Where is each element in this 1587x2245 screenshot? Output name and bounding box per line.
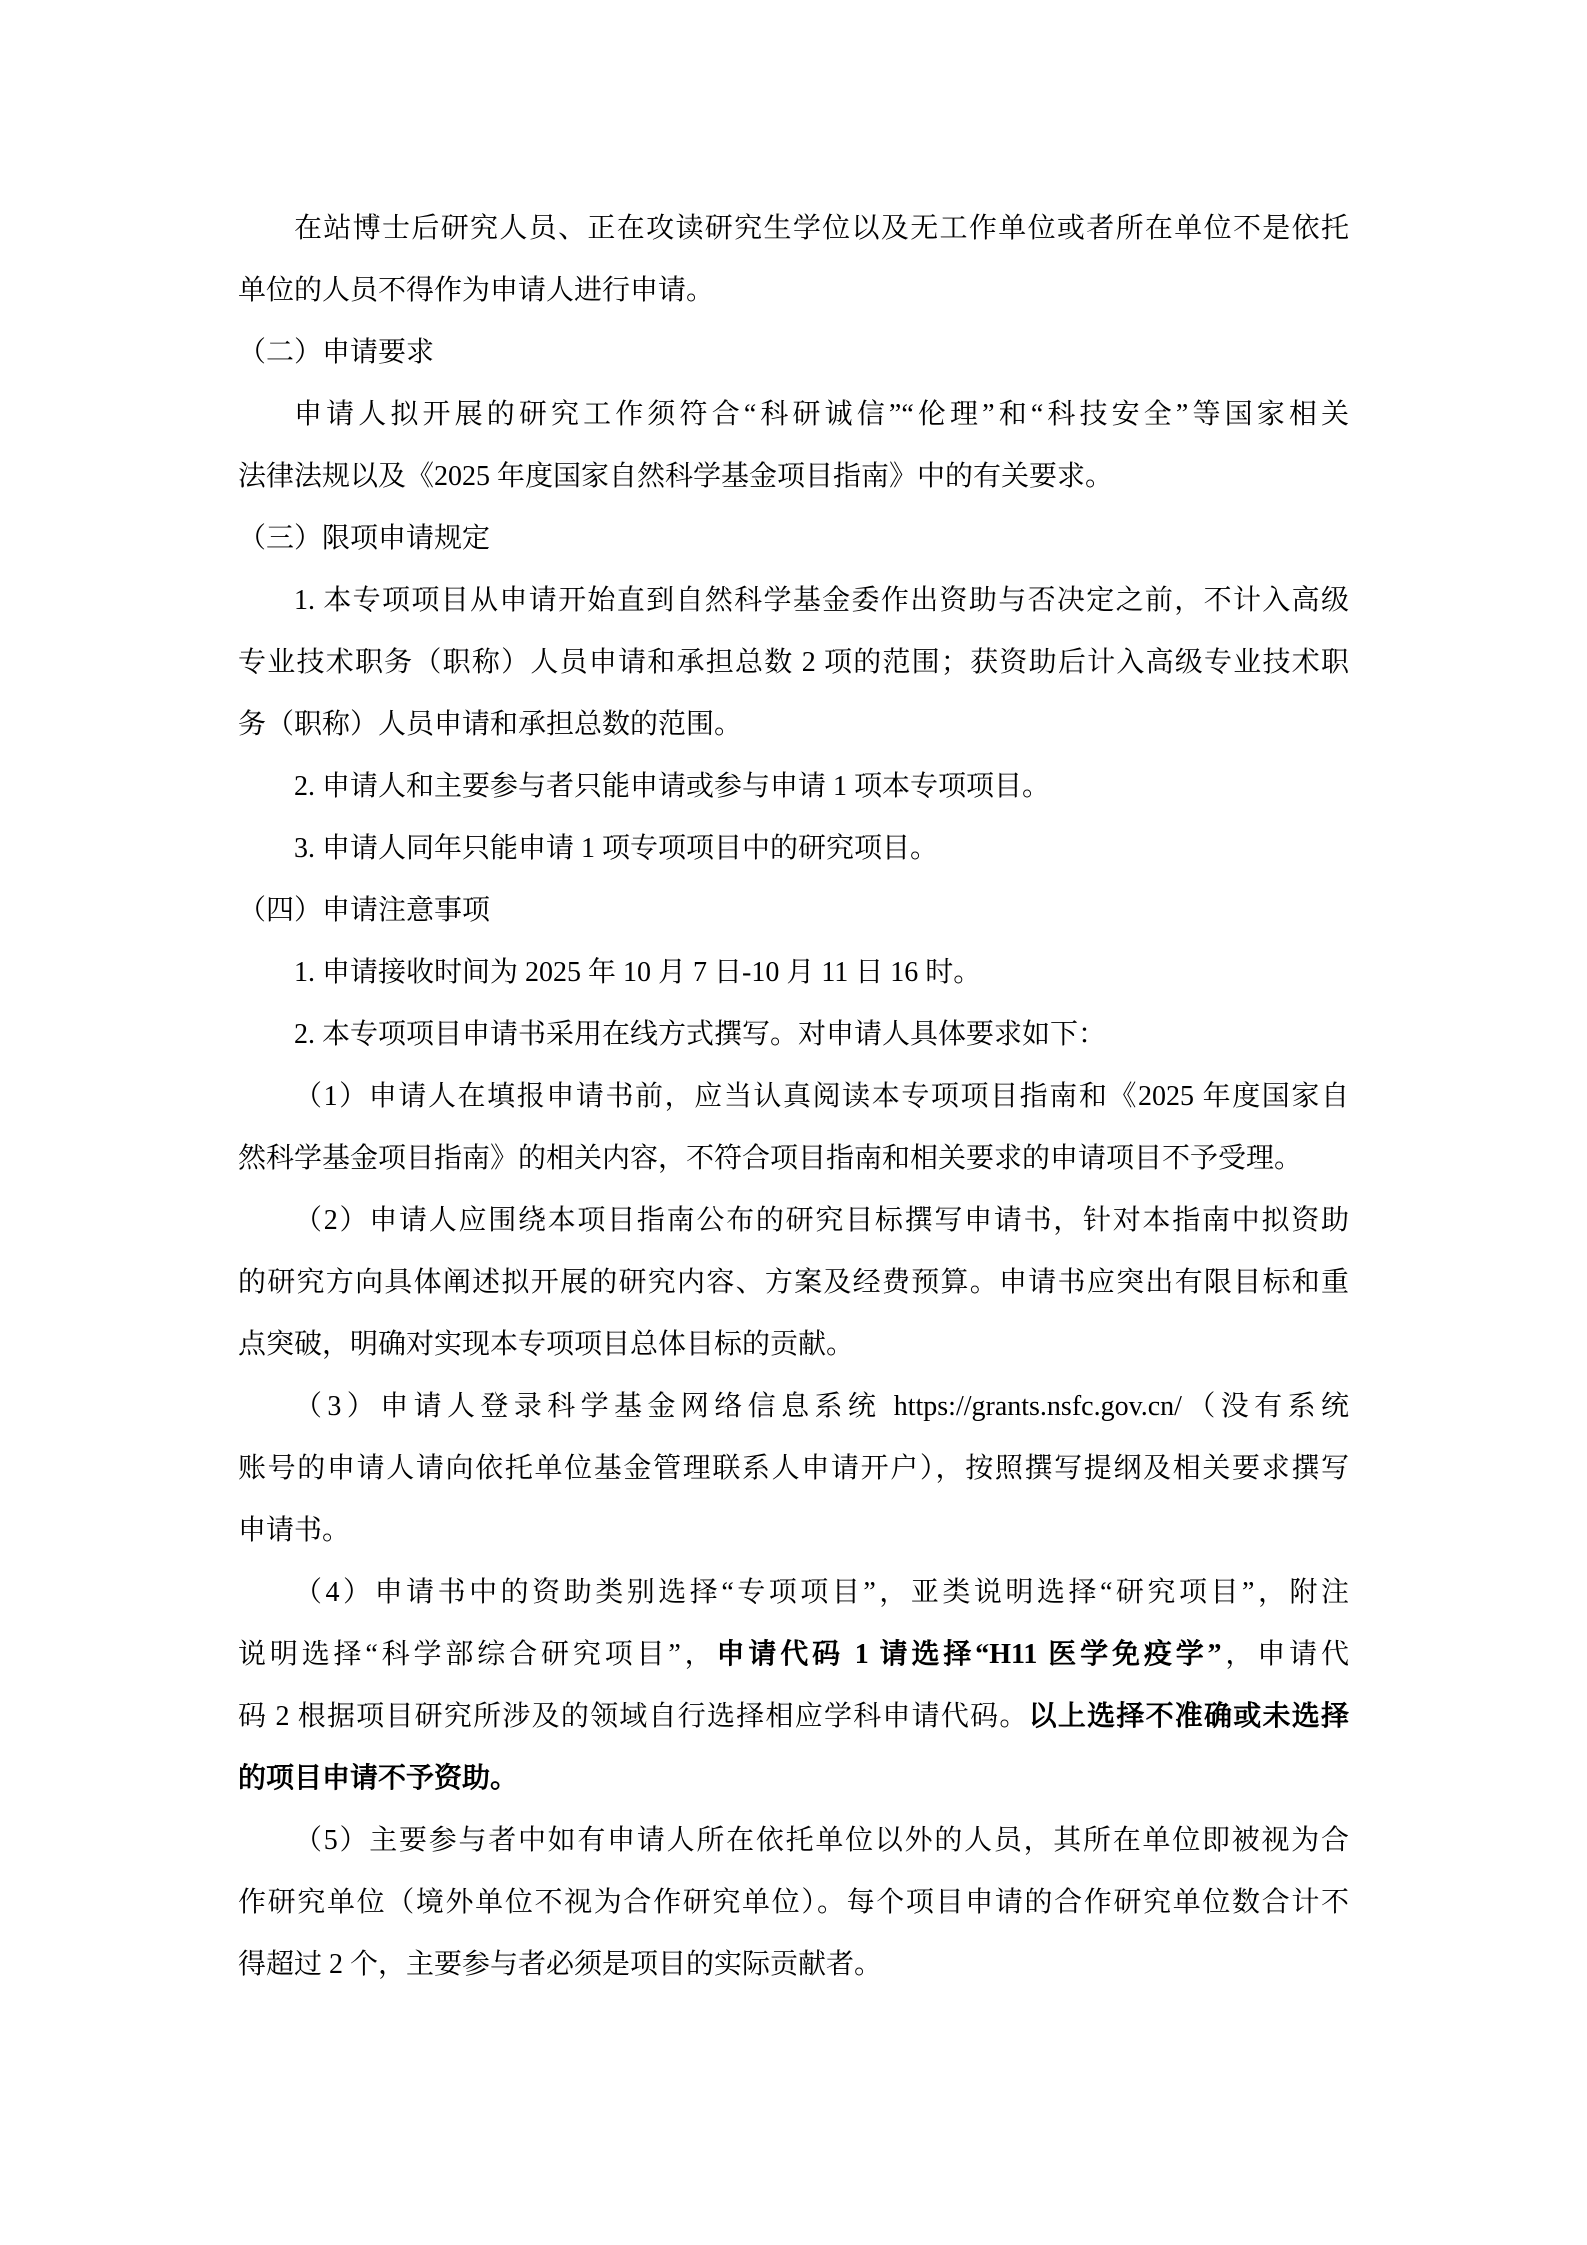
text-segment: 2. 申请人和主要参与者只能申请或参与申请 1 项本专项项目。	[294, 771, 1051, 802]
text-line	[238, 1128, 1349, 1190]
text-segment: （三）限项申请规定	[238, 523, 491, 554]
text-segment: （1）申请人在填报申请书前，应当认真阅读本专项项目指南和《2025 年度国家自	[294, 1081, 1349, 1112]
text-line	[238, 880, 1349, 942]
text-segment: （4）申请书中的资助类别选择“专项项目”，亚类说明选择“研究项目”，附注	[294, 1577, 1349, 1608]
text-segment: （四）申请注意事项	[238, 895, 491, 926]
bold-text-segment: 的项目申请不予资助。	[238, 1763, 519, 1794]
text-segment: 账号的申请人请向依托单位基金管理联系人申请开户），按照撰写提纲及相关要求撰写	[238, 1453, 1349, 1484]
text-segment: 在站博士后研究人员、正在攻读研究生学位以及无工作单位或者所在单位不是依托	[294, 213, 1349, 244]
bold-text-segment: 申请代码 1 请选择“H11 医学免疫学”	[716, 1639, 1222, 1670]
text-line	[238, 1376, 1349, 1438]
text-segment: 3. 申请人同年只能申请 1 项专项项目中的研究项目。	[294, 833, 939, 864]
document-text	[238, 198, 1349, 1996]
text-segment: 务（职称）人员申请和承担总数的范围。	[238, 709, 743, 740]
text-segment: 作研究单位（境外单位不视为合作研究单位）。每个项目申请的合作研究单位数合计不	[238, 1887, 1349, 1918]
text-line	[238, 694, 1349, 756]
text-segment: （5）主要参与者中如有申请人所在依托单位以外的人员，其所在单位即被视为合	[294, 1825, 1349, 1856]
text-segment: 得超过 2 个，主要参与者必须是项目的实际贡献者。	[238, 1949, 883, 1980]
text-line	[238, 446, 1349, 508]
text-line	[238, 1004, 1349, 1066]
text-line	[238, 1686, 1349, 1748]
text-segment: 单位的人员不得作为申请人进行申请。	[238, 275, 715, 306]
text-line	[238, 384, 1349, 446]
text-line	[238, 756, 1349, 818]
text-segment: 专业技术职务（职称）人员申请和承担总数 2 项的范围；获资助后计入高级专业技术职	[238, 647, 1349, 678]
text-line	[238, 1500, 1349, 1562]
text-line	[238, 1066, 1349, 1128]
text-segment: 法律法规以及《2025 年度国家自然科学基金项目指南》中的有关要求。	[238, 461, 1114, 492]
text-line	[238, 632, 1349, 694]
text-line	[238, 1562, 1349, 1624]
text-segment: 1. 本专项项目从申请开始直到自然科学基金委作出资助与否决定之前，不计入高级	[294, 585, 1349, 616]
text-line	[238, 198, 1349, 260]
text-line	[238, 1624, 1349, 1686]
text-line	[238, 508, 1349, 570]
text-line	[238, 1872, 1349, 1934]
bold-text-segment: 以上选择不准确或未选择	[1028, 1701, 1349, 1732]
text-line	[238, 1934, 1349, 1996]
text-line	[238, 260, 1349, 322]
text-line	[238, 1190, 1349, 1252]
text-line	[238, 818, 1349, 880]
text-segment: 然科学基金项目指南》的相关内容，不符合项目指南和相关要求的申请项目不予受理。	[238, 1143, 1303, 1174]
text-segment: 码 2 根据项目研究所涉及的领域自行选择相应学科申请代码。	[238, 1701, 1029, 1732]
text-segment: 申请人拟开展的研究工作须符合“科研诚信”“伦理”和“科技安全”等国家相关	[294, 399, 1349, 430]
text-segment: 的研究方向具体阐述拟开展的研究内容、方案及经费预算。申请书应突出有限目标和重	[238, 1267, 1349, 1298]
text-segment: （3）申请人登录科学基金网络信息系统 https://grants.nsfc.gov.cn/（没有系统	[294, 1391, 1349, 1422]
text-line	[238, 1810, 1349, 1872]
text-line	[238, 322, 1349, 384]
text-line	[238, 1748, 1349, 1810]
text-line	[238, 942, 1349, 1004]
text-segment: 点突破，明确对实现本专项项目总体目标的贡献。	[238, 1329, 855, 1360]
text-line	[238, 1252, 1349, 1314]
text-segment: 2. 本专项项目申请书采用在线方式撰写。对申请人具体要求如下：	[294, 1019, 1107, 1050]
text-line	[238, 1314, 1349, 1376]
text-line	[238, 570, 1349, 632]
text-segment: （2）申请人应围绕本项目指南公布的研究目标撰写申请书，针对本指南中拟资助	[294, 1205, 1349, 1236]
text-segment: ，申请代	[1221, 1639, 1349, 1670]
text-segment: 1. 申请接收时间为 2025 年 10 月 7 日-10 月 11 日 16 时。	[294, 957, 982, 988]
text-segment: 申请书。	[238, 1515, 351, 1546]
text-segment: （二）申请要求	[238, 337, 435, 368]
text-line	[238, 1438, 1349, 1500]
text-segment: 说明选择“科学部综合研究项目”，	[238, 1639, 717, 1670]
